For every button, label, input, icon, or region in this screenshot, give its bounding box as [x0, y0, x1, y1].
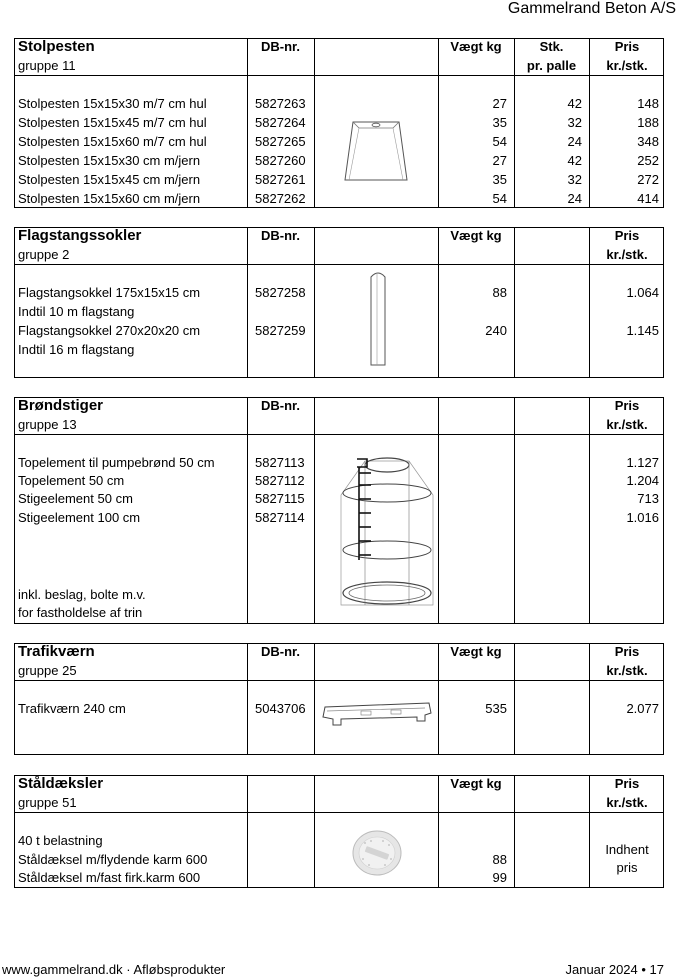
- flagstangsokkel-image: [365, 269, 391, 371]
- section-group: gruppe 51: [18, 795, 77, 810]
- col-weight: Vægt kg: [450, 39, 502, 54]
- section-brondstiger: Brøndstiger gruppe 13 DB-nr. Pris kr./stk. Topelement til pumpebrønd 50 cm 5827113 1.127 Topelement 50 cm 5827112 1.204 Stigeelement 50 cm 5827115 713 Stigeelement 100 cm 5827114 1.016 inkl. beslag, bolte m.v. for fastholdelse af trin: [14, 397, 664, 624]
- col-weight: Vægt kg: [450, 644, 502, 659]
- col-price-sub: kr./stk.: [606, 795, 648, 810]
- col-stk-sub: pr. palle: [526, 58, 577, 73]
- section-group: gruppe 2: [18, 247, 70, 262]
- col-db: DB-nr.: [261, 39, 300, 54]
- note-line-1: inkl. beslag, bolte m.v.: [18, 587, 146, 602]
- col-price-sub: kr./stk.: [606, 247, 648, 262]
- col-weight: Vægt kg: [450, 776, 502, 791]
- footer-website: www.gammelrand.dk · Afløbsprodukter: [2, 962, 226, 977]
- col-price: Pris: [614, 776, 640, 791]
- col-db: DB-nr.: [261, 398, 300, 413]
- col-price-sub: kr./stk.: [606, 417, 648, 432]
- section-trafikvaern: Trafikværn gruppe 25 DB-nr. Vægt kg Pris kr./stk. Trafikværn 240 cm 5043706 535 2.077: [14, 643, 664, 755]
- col-stk: Stk.: [539, 39, 564, 54]
- col-db: DB-nr.: [261, 644, 300, 659]
- col-weight: Vægt kg: [450, 228, 502, 243]
- section-title: Stolpesten: [18, 38, 95, 55]
- col-price-sub: kr./stk.: [606, 58, 648, 73]
- section-group: gruppe 13: [18, 417, 77, 432]
- brondstige-image: [337, 455, 437, 620]
- col-price: Pris: [614, 398, 640, 413]
- stolpesten-image: [341, 116, 411, 186]
- col-price: Pris: [614, 228, 640, 243]
- section-title: Ståldæksler: [18, 775, 104, 792]
- note-line-2: for fastholdelse af trin: [18, 605, 143, 620]
- footer-date-page: Januar 2024 • 17: [565, 962, 664, 977]
- section-staldaeksler: Ståldæksler gruppe 51 Vægt kg Pris kr./stk. 40 t belastning Ståldæksel m/flydende karm 600 88 Ståldæksel m/fast firk.karm 600 99 Indhent pris: [14, 775, 664, 888]
- section-title: Brøndstiger: [18, 397, 104, 414]
- staldaeksel-image: [351, 829, 403, 877]
- col-price: Pris: [614, 39, 640, 54]
- col-db: DB-nr.: [261, 228, 300, 243]
- price-note-line-1: Indhent: [605, 842, 649, 857]
- col-price-sub: kr./stk.: [606, 663, 648, 678]
- section-title: Flagstangssokler: [18, 227, 142, 244]
- section-group: gruppe 11: [18, 58, 76, 73]
- company-name: Gammelrand Beton A/S: [507, 0, 676, 17]
- price-note-line-2: pris: [616, 860, 638, 875]
- section-header: [15, 39, 663, 76]
- trafikvaern-image: [321, 699, 433, 729]
- section-header: [15, 228, 663, 265]
- section-header: [15, 398, 663, 435]
- section-flagstangssokler: Flagstangssokler gruppe 2 DB-nr. Vægt kg Pris kr./stk. Flagstangsokkel 175x15x15 cm 5827258 88 1.064 Indtil 10 m flagstang Flagstangsokkel 270x20x20 cm 5827259 240 1.145 Indtil 16 m flagstang: [14, 227, 664, 378]
- section-stolpesten: Stolpesten gruppe 11 DB-nr. Vægt kg Stk. pr. palle Pris kr./stk. Stolpesten 15x15x30 m/7 cm hul 5827263 27 42 148 Stolpesten 15x15x45 m/7 cm hul 5827264 35 32 188 Stolpesten 15x15x60 m/7 cm hul 5827265 54 24 348 Stolpesten 15x15x30 cm m/jern 5827260 27 42 252 Stolpesten 15x15x45 cm m/jern 5827261 35 32 272 Stolpesten 15x15x60 cm m/jern 5827262 54 24 414: [14, 38, 664, 208]
- section-header: [15, 644, 663, 681]
- section-header: [15, 776, 663, 813]
- section-title: Trafikværn: [18, 643, 95, 660]
- col-price: Pris: [614, 644, 640, 659]
- section-group: gruppe 25: [18, 663, 77, 678]
